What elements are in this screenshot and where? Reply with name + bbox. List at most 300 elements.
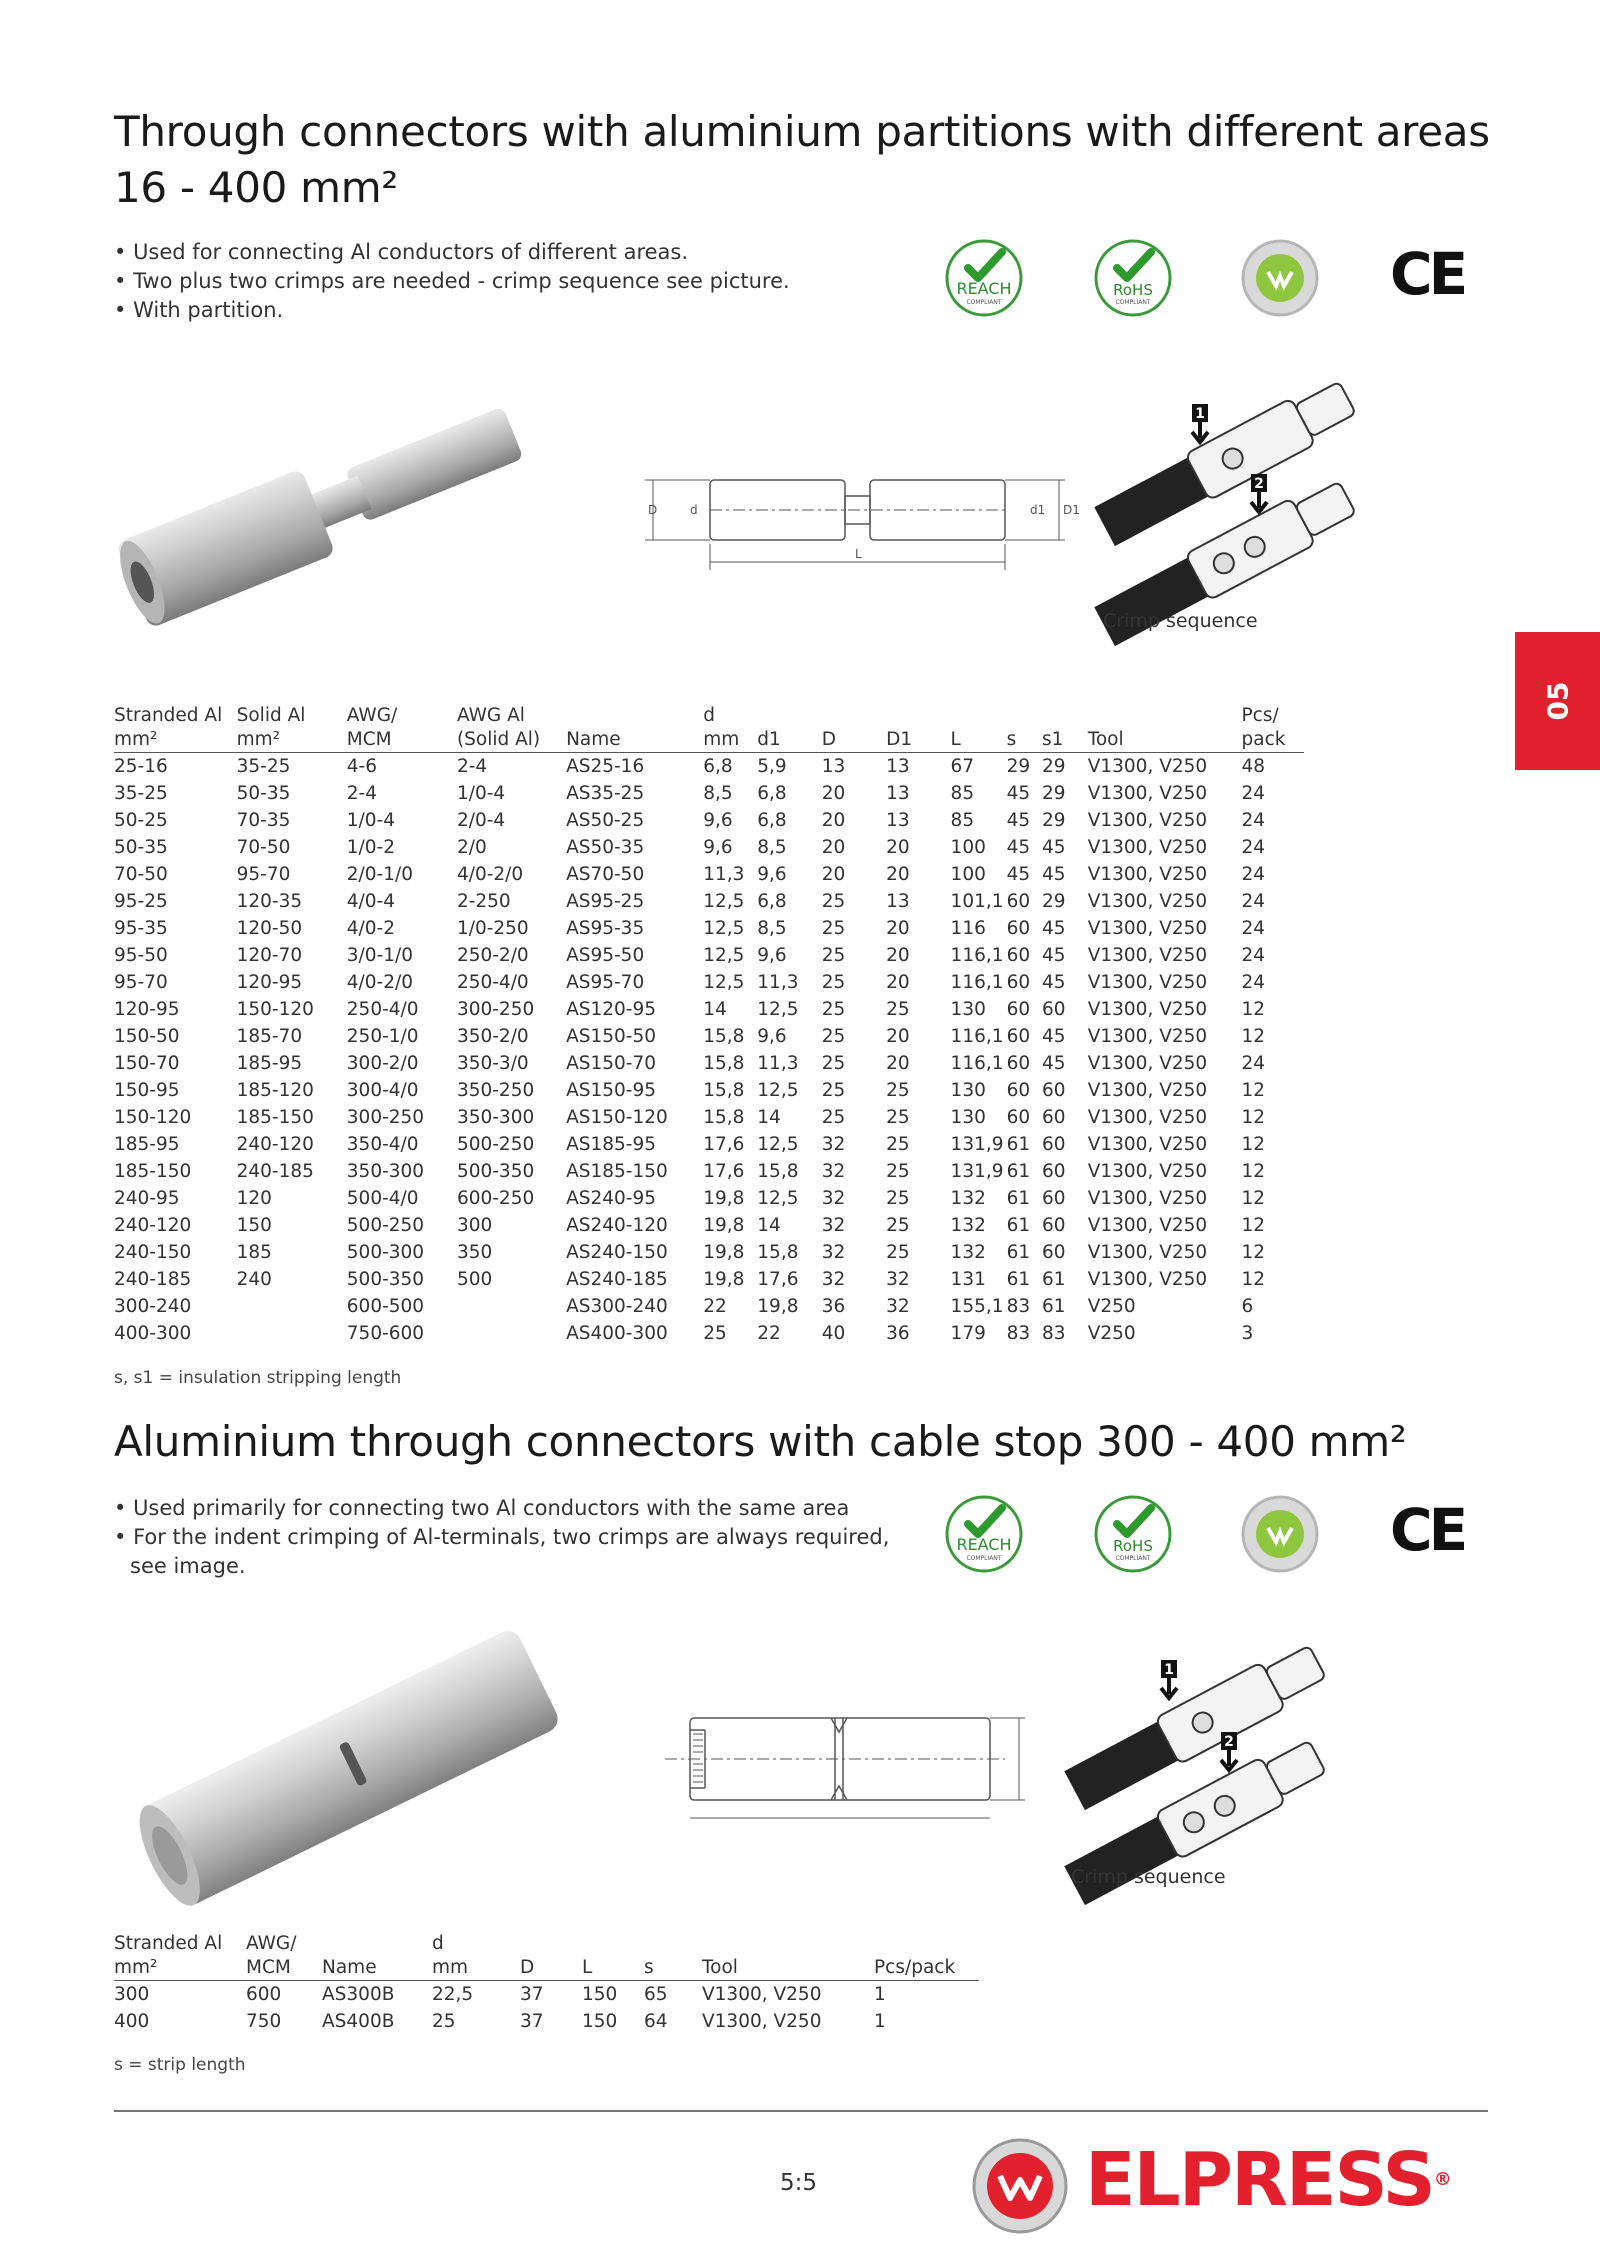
column-header-line: d1 xyxy=(757,729,781,750)
table-cell: 101,1 xyxy=(950,891,1004,912)
table-cell: 13 xyxy=(886,891,910,912)
column-header xyxy=(1007,704,1042,753)
table-cell: 45 xyxy=(1041,972,1066,993)
svg-text:COMPLIANT: COMPLIANT xyxy=(966,1555,1002,1562)
table-cell: 13 xyxy=(886,810,910,831)
table-cell: 131 xyxy=(950,1269,986,1290)
table-cell: 150-70 xyxy=(114,1053,180,1074)
table-cell: 60 xyxy=(1041,1188,1066,1209)
reach-badge-icon xyxy=(944,1494,1024,1574)
table-cell: 24 xyxy=(1241,972,1266,993)
column-header xyxy=(566,704,703,753)
table-cell: 25 xyxy=(886,1215,910,1236)
table-cell: 36 xyxy=(886,1323,910,1344)
table-cell: 25 xyxy=(821,972,846,993)
table-cell: 95-50 xyxy=(114,945,168,966)
table-cell: 20 xyxy=(821,837,846,858)
column-header xyxy=(702,1932,874,1981)
table-cell: V1300, V250 xyxy=(1087,1026,1208,1047)
table-row xyxy=(114,753,1304,781)
table-cell: 19,8 xyxy=(703,1188,745,1209)
table-cell: AS50-25 xyxy=(566,810,645,831)
table-cell: 95-25 xyxy=(114,891,168,912)
table-cell: 20 xyxy=(886,945,910,966)
table-cell: 24 xyxy=(1241,864,1266,885)
column-header-unit: pack xyxy=(1241,729,1286,750)
table-cell: 60 xyxy=(1006,891,1031,912)
table-cell: 25 xyxy=(821,1107,846,1128)
table-cell: 45 xyxy=(1006,864,1031,885)
table-cell: V1300, V250 xyxy=(702,2011,822,2032)
svg-text:REACH: REACH xyxy=(956,279,1012,298)
table-cell: 20 xyxy=(886,1026,910,1047)
table-cell: V1300, V250 xyxy=(1087,945,1208,966)
table-cell: 70-50 xyxy=(114,864,168,885)
chapter-tab[interactable] xyxy=(1515,632,1600,770)
table-cell: 61 xyxy=(1006,1134,1031,1155)
column-header-unit: MCM xyxy=(246,1957,291,1978)
table-cell: 14 xyxy=(757,1107,781,1128)
table-cell: 100 xyxy=(950,837,986,858)
table-cell: 67 xyxy=(950,756,975,777)
table-cell: 1/0-2 xyxy=(346,837,396,858)
table-cell: 24 xyxy=(1241,945,1266,966)
table-cell: 8,5 xyxy=(757,918,787,939)
table-cell: 600 xyxy=(246,1984,282,2005)
svg-text:d1: d1 xyxy=(1030,503,1046,517)
table-cell: V1300, V250 xyxy=(1087,756,1208,777)
table-cell: 350-4/0 xyxy=(346,1134,419,1155)
table-cell: 25 xyxy=(703,1323,727,1344)
table-cell: 60 xyxy=(1041,999,1066,1020)
table-cell: 29 xyxy=(1041,891,1066,912)
table-cell: 17,6 xyxy=(703,1161,745,1182)
table-cell: 45 xyxy=(1041,945,1066,966)
table-cell: V1300, V250 xyxy=(1087,972,1208,993)
table-cell: 150 xyxy=(236,1215,272,1236)
table-cell: 350-3/0 xyxy=(456,1053,529,1074)
brand-name: ELPRESS xyxy=(1085,2137,1434,2223)
crimp-sequence-illustration xyxy=(1098,378,1378,608)
table-cell: 116,1 xyxy=(950,1026,1004,1047)
column-header-line: Solid Al xyxy=(236,705,306,726)
table-cell: 4/0-2/0 xyxy=(456,864,524,885)
table-cell: 83 xyxy=(1006,1296,1031,1317)
table-cell: 15,8 xyxy=(703,1107,745,1128)
table-cell: 45 xyxy=(1041,1053,1066,1074)
table-cell: 25 xyxy=(886,999,910,1020)
table-cell: 4/0-4 xyxy=(346,891,396,912)
column-header-line: s1 xyxy=(1041,729,1064,750)
table-cell: 185 xyxy=(236,1242,272,1263)
column-header xyxy=(457,704,566,753)
table-cell: 240-185 xyxy=(114,1269,192,1290)
column-header xyxy=(1088,704,1242,753)
column-header xyxy=(322,1932,432,1981)
section2-title: Aluminium through connectors with cable stop 300 - 400 mm² xyxy=(114,1417,1407,1466)
section2-bullets xyxy=(114,1494,894,1581)
column-header-line: D1 xyxy=(886,729,913,750)
table-cell xyxy=(457,1293,566,1320)
table-cell: 45 xyxy=(1006,783,1031,804)
table-cell: 64 xyxy=(644,2011,668,2032)
table-cell: 500-250 xyxy=(346,1215,425,1236)
table-cell: AS95-50 xyxy=(566,945,645,966)
table-cell: 95-70 xyxy=(114,972,168,993)
table-cell: 85 xyxy=(950,783,975,804)
column-header-line: Tool xyxy=(702,1957,738,1978)
table-cell: 300-240 xyxy=(114,1296,192,1317)
table-cell: 60 xyxy=(1041,1107,1066,1128)
table-cell: 2/0 xyxy=(456,837,487,858)
table-cell: 60 xyxy=(1006,1053,1031,1074)
table-cell: 185-95 xyxy=(114,1134,180,1155)
table-row xyxy=(114,942,1304,969)
table-row xyxy=(114,1023,1304,1050)
table-note: s = strip length xyxy=(114,2055,246,2075)
table-cell: 60 xyxy=(1006,1026,1031,1047)
table-cell: 1/0-4 xyxy=(346,810,396,831)
table-cell: V1300, V250 xyxy=(1087,864,1208,885)
table-cell: 6,8 xyxy=(757,810,787,831)
table-cell: AS185-150 xyxy=(566,1161,668,1182)
column-header xyxy=(582,1932,644,1981)
svg-text:RoHS: RoHS xyxy=(1113,281,1153,299)
table-cell: 60 xyxy=(1006,1107,1031,1128)
table-row xyxy=(114,1158,1304,1185)
table-cell: 120-70 xyxy=(236,945,303,966)
table-cell: 61 xyxy=(1006,1161,1031,1182)
table-cell: AS150-95 xyxy=(566,1080,656,1101)
table-cell: 150 xyxy=(582,2011,618,2032)
table-note: s, s1 = insulation stripping length xyxy=(114,1368,402,1388)
column-header-line: d xyxy=(432,1933,444,1954)
table-cell: 300 xyxy=(456,1215,493,1236)
table-cell: 350-2/0 xyxy=(456,1026,529,1047)
table-cell: 240-120 xyxy=(236,1134,314,1155)
table-cell: V1300, V250 xyxy=(702,1984,822,2005)
table-cell: 350 xyxy=(456,1242,493,1263)
rohs-badge-icon xyxy=(1093,1494,1173,1574)
table-cell: 179 xyxy=(950,1323,986,1344)
table-cell: 300-4/0 xyxy=(346,1080,419,1101)
table-cell: 12 xyxy=(1241,999,1266,1020)
svg-text:COMPLIANT: COMPLIANT xyxy=(966,299,1002,306)
table-cell: AS240-185 xyxy=(566,1269,668,1290)
column-header-unit: MCM xyxy=(346,729,392,750)
table-cell: 50-25 xyxy=(114,810,168,831)
table-cell: AS50-35 xyxy=(566,837,645,858)
table-cell: 15,8 xyxy=(703,1053,745,1074)
table-cell: 15,8 xyxy=(703,1026,745,1047)
table-cell xyxy=(237,1293,347,1320)
column-header-line: L xyxy=(582,1957,593,1978)
table-cell: 250-1/0 xyxy=(346,1026,419,1047)
table-cell: 350-300 xyxy=(346,1161,425,1182)
table-cell: 17,6 xyxy=(703,1134,745,1155)
table-cell: AS95-25 xyxy=(566,891,645,912)
table-cell: 185-150 xyxy=(114,1161,192,1182)
table-cell: 13 xyxy=(821,756,846,777)
brand-wordmark xyxy=(1085,2137,1452,2223)
table-cell: 25 xyxy=(821,1080,846,1101)
svg-text:D1: D1 xyxy=(1063,503,1080,517)
table-cell: 37 xyxy=(520,1984,544,2005)
spec-table-cable-stop-connectors xyxy=(114,1932,979,2035)
table-cell: 25 xyxy=(432,2011,456,2032)
table-cell: 25 xyxy=(886,1242,910,1263)
table-cell: 9,6 xyxy=(703,810,733,831)
table-cell: 40 xyxy=(821,1323,846,1344)
table-cell: 22,5 xyxy=(432,1984,474,2005)
table-cell: 45 xyxy=(1041,918,1066,939)
table-cell: 32 xyxy=(821,1134,846,1155)
table-cell: 250-4/0 xyxy=(346,999,419,1020)
table-cell: 150-120 xyxy=(236,999,314,1020)
table-cell: 132 xyxy=(950,1188,986,1209)
column-header xyxy=(886,704,950,753)
table-cell: 60 xyxy=(1006,945,1031,966)
bullet: • For the indent crimping of Al-terminals, two crimps are always required, see image. xyxy=(114,1523,900,1581)
table-cell: 12 xyxy=(1241,1161,1266,1182)
table-cell: 24 xyxy=(1241,891,1266,912)
table-cell: 95-70 xyxy=(236,864,291,885)
column-header xyxy=(822,704,886,753)
table-cell: 15,8 xyxy=(757,1242,799,1263)
table-cell: 20 xyxy=(886,1053,910,1074)
table-cell: 45 xyxy=(1041,837,1066,858)
table-cell: 240-120 xyxy=(114,1215,192,1236)
table-row xyxy=(114,1185,1304,1212)
table-cell: 25 xyxy=(821,891,846,912)
table-cell: AS240-120 xyxy=(566,1215,668,1236)
column-header-line: Pcs/ xyxy=(1241,705,1279,726)
table-cell: 130 xyxy=(950,999,986,1020)
table-cell: AS150-70 xyxy=(566,1053,656,1074)
column-header xyxy=(874,1932,979,1981)
svg-text:D: D xyxy=(648,503,658,517)
table-cell: 19,8 xyxy=(703,1242,745,1263)
column-header-unit: mm² xyxy=(236,729,281,750)
column-header xyxy=(246,1932,322,1981)
table-cell: 11,3 xyxy=(703,864,745,885)
table-cell: 3 xyxy=(1241,1323,1254,1344)
column-header xyxy=(757,704,821,753)
table-header-row xyxy=(114,704,1304,753)
table-cell: 12,5 xyxy=(757,999,799,1020)
table-cell: AS95-70 xyxy=(566,972,645,993)
svg-text:d: d xyxy=(690,503,698,517)
table-row xyxy=(114,1104,1304,1131)
elpress-certification-seal-icon xyxy=(1240,1494,1320,1574)
bullet: • Two plus two crimps are needed - crimp sequence see picture. xyxy=(114,267,874,296)
table-cell: 116,1 xyxy=(950,1053,1004,1074)
table-cell: 35-25 xyxy=(236,756,291,777)
column-header-unit: (Solid Al) xyxy=(456,729,541,750)
table-cell: AS95-35 xyxy=(566,918,645,939)
column-header-line: D xyxy=(520,1957,535,1978)
table-cell: 25 xyxy=(886,1188,910,1209)
column-header-line: L xyxy=(950,729,961,750)
table-cell: V1300, V250 xyxy=(1087,1188,1208,1209)
table-cell: 5,9 xyxy=(757,756,787,777)
column-header xyxy=(951,704,1007,753)
table-row xyxy=(114,1239,1304,1266)
column-header-line: AWG Al xyxy=(456,705,525,726)
table-cell: 45 xyxy=(1041,1026,1066,1047)
table-cell: 60 xyxy=(1006,972,1031,993)
table-cell: 12 xyxy=(1241,1269,1266,1290)
table-cell: 36 xyxy=(821,1296,846,1317)
table-header-row xyxy=(114,1932,979,1981)
table-cell: 1 xyxy=(874,2011,886,2032)
table-row xyxy=(114,1293,1304,1320)
table-cell: 100 xyxy=(950,864,986,885)
table-cell: 13 xyxy=(886,783,910,804)
reach-badge-icon xyxy=(944,238,1024,318)
table-cell: 6,8 xyxy=(757,783,787,804)
table-cell: 32 xyxy=(821,1242,846,1263)
table-cell: 24 xyxy=(1241,810,1266,831)
table-cell: V1300, V250 xyxy=(1087,1161,1208,1182)
table-cell: AS300-240 xyxy=(566,1296,668,1317)
table-cell: 240 xyxy=(236,1269,272,1290)
table-cell xyxy=(457,1320,566,1347)
table-cell: 20 xyxy=(886,864,910,885)
table-row xyxy=(114,807,1304,834)
column-header-line: Stranded Al xyxy=(114,1933,223,1954)
table-cell: 120-95 xyxy=(236,972,303,993)
table-cell: 45 xyxy=(1006,810,1031,831)
table-cell: AS240-95 xyxy=(566,1188,656,1209)
column-header xyxy=(114,1932,246,1981)
table-cell: 240-185 xyxy=(236,1161,314,1182)
table-cell: 2-4 xyxy=(346,783,377,804)
column-header-line: d xyxy=(703,705,715,726)
table-cell: AS150-50 xyxy=(566,1026,656,1047)
column-header-line: D xyxy=(821,729,836,750)
table-cell: 60 xyxy=(1041,1161,1066,1182)
table-cell: V250 xyxy=(1087,1296,1136,1317)
table-cell: 8,5 xyxy=(703,783,733,804)
table-cell: 25 xyxy=(886,1134,910,1155)
svg-text:2: 2 xyxy=(1224,1734,1234,1750)
table-cell: 19,8 xyxy=(757,1296,799,1317)
table-cell: AS400-300 xyxy=(566,1323,668,1344)
table-cell: 24 xyxy=(1241,837,1266,858)
table-cell: 17,6 xyxy=(757,1269,799,1290)
column-header xyxy=(703,704,757,753)
bullet: • Used primarily for connecting two Al conductors with the same area xyxy=(114,1494,894,1523)
table-cell: 85 xyxy=(950,810,975,831)
bullet: • With partition. xyxy=(114,296,874,325)
svg-text:2: 2 xyxy=(1254,476,1264,492)
table-cell xyxy=(237,1320,347,1347)
chapter-tab-label: 05 xyxy=(1541,681,1574,721)
table-cell: AS300B xyxy=(322,1984,395,2005)
table-cell: 15,8 xyxy=(757,1161,799,1182)
table-cell: 4-6 xyxy=(346,756,377,777)
table-cell: 150-50 xyxy=(114,1026,180,1047)
table-cell: 12,5 xyxy=(703,891,745,912)
table-cell: 32 xyxy=(821,1215,846,1236)
column-header-line: Stranded Al xyxy=(114,705,223,726)
column-header-line: AWG/ xyxy=(246,1933,297,1954)
table-cell: 70-50 xyxy=(236,837,291,858)
table-cell: 120 xyxy=(236,1188,272,1209)
column-header-unit: mm xyxy=(703,729,740,750)
table-cell: 32 xyxy=(886,1296,910,1317)
product-photo-partition-connector xyxy=(110,385,580,635)
column-header xyxy=(237,704,347,753)
table-cell: 12 xyxy=(1241,1134,1266,1155)
table-cell: 20 xyxy=(821,783,846,804)
table-cell: 20 xyxy=(886,837,910,858)
table-row xyxy=(114,780,1304,807)
table-cell: AS25-16 xyxy=(566,756,645,777)
crimp-sequence-illustration xyxy=(1068,1642,1348,1867)
table-row xyxy=(114,2008,979,2035)
table-cell: 60 xyxy=(1041,1242,1066,1263)
table-cell: V1300, V250 xyxy=(1087,1053,1208,1074)
table-cell: 300-2/0 xyxy=(346,1053,419,1074)
table-row xyxy=(114,1266,1304,1293)
table-row xyxy=(114,1212,1304,1239)
table-cell: 12 xyxy=(1241,1215,1266,1236)
elpress-logo-icon xyxy=(970,2136,1070,2236)
table-cell: 12 xyxy=(1241,1107,1266,1128)
table-cell: 25 xyxy=(821,999,846,1020)
elpress-certification-seal-icon xyxy=(1240,238,1320,318)
table-cell: V1300, V250 xyxy=(1087,810,1208,831)
column-header-unit: mm xyxy=(432,1957,469,1978)
table-cell: 4/0-2 xyxy=(346,918,396,939)
table-cell: 116 xyxy=(950,918,986,939)
column-header xyxy=(114,704,237,753)
table-cell: V1300, V250 xyxy=(1087,918,1208,939)
table-cell: 12 xyxy=(1241,1242,1266,1263)
table-cell: 60 xyxy=(1041,1080,1066,1101)
table-cell: 25 xyxy=(886,1107,910,1128)
table-cell: 24 xyxy=(1241,1053,1266,1074)
table-cell: 120-50 xyxy=(236,918,303,939)
technical-drawing-partition-connector xyxy=(635,462,1080,582)
table-cell: 600-250 xyxy=(456,1188,535,1209)
product-photo-cable-stop-connector xyxy=(110,1640,580,1900)
table-cell: 9,6 xyxy=(757,864,787,885)
table-cell: AS120-95 xyxy=(566,999,656,1020)
table-cell: 750 xyxy=(246,2011,282,2032)
table-cell: 6,8 xyxy=(703,756,733,777)
table-cell: 19,8 xyxy=(703,1269,745,1290)
table-cell: 132 xyxy=(950,1215,986,1236)
table-row xyxy=(114,1077,1304,1104)
table-cell: 116,1 xyxy=(950,972,1004,993)
table-cell: 45 xyxy=(1041,864,1066,885)
table-cell: 50-35 xyxy=(114,837,168,858)
table-cell: 350-250 xyxy=(456,1080,535,1101)
table-cell: V250 xyxy=(1087,1323,1136,1344)
table-cell: 83 xyxy=(1041,1323,1066,1344)
table-cell: 60 xyxy=(1006,999,1031,1020)
table-cell: 37 xyxy=(520,2011,544,2032)
table-cell: 12,5 xyxy=(703,918,745,939)
table-cell: 2/0-4 xyxy=(456,810,506,831)
table-cell: 8,5 xyxy=(757,837,787,858)
table-cell: 12,5 xyxy=(703,945,745,966)
table-cell: 2-250 xyxy=(456,891,511,912)
table-cell: 95-35 xyxy=(114,918,168,939)
